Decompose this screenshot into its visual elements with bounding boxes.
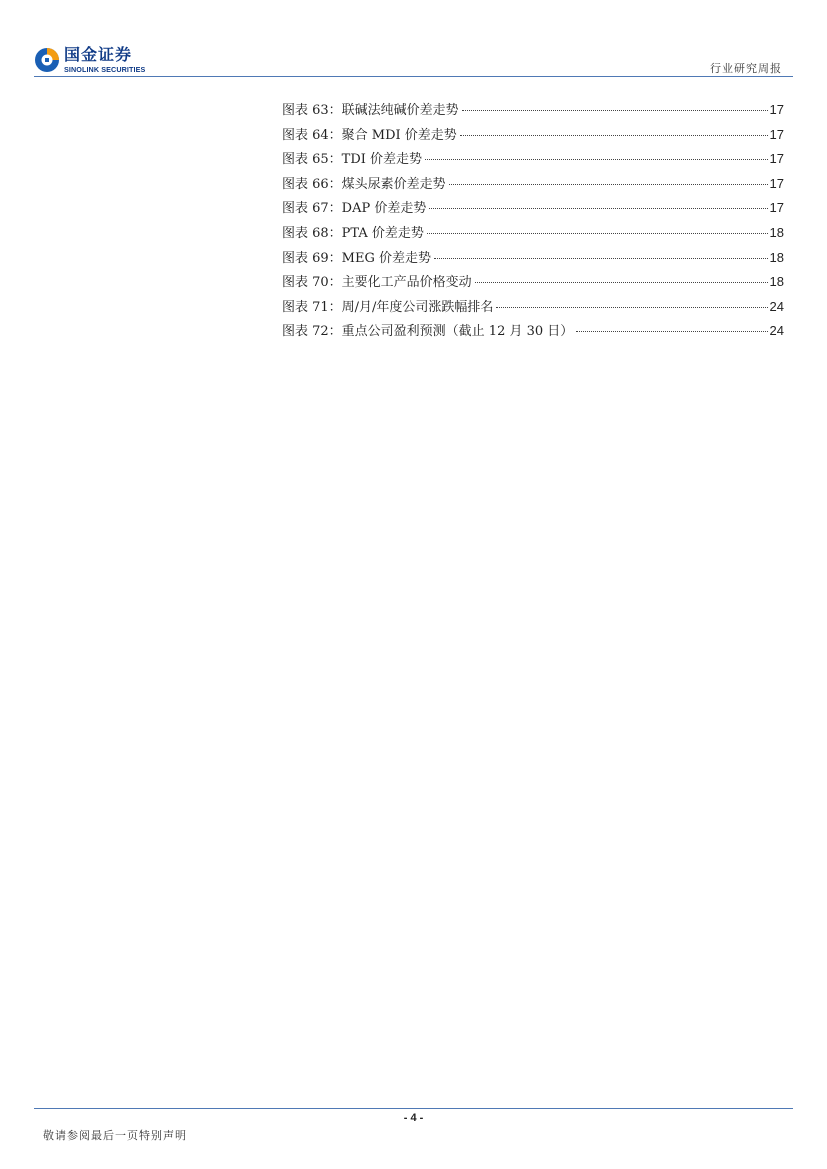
toc-leader-dots [429, 208, 767, 209]
toc-entry-label[interactable]: 图表 63：联碱法纯碱价差走势 [282, 103, 459, 118]
toc-entry[interactable] [282, 320, 784, 345]
toc-entry-label[interactable]: 图表 70：主要化工产品价格变动 [282, 275, 472, 291]
table-of-figures [282, 99, 784, 345]
toc-entry-page[interactable]: 24 [769, 323, 784, 339]
toc-entry[interactable] [282, 99, 784, 124]
toc-entry[interactable] [282, 124, 784, 149]
sinolink-logo-icon [34, 47, 60, 73]
page-header [0, 0, 827, 80]
toc-entry-label[interactable]: 图表 66：煤头尿素价差走势 [282, 176, 446, 192]
toc-entry-page[interactable]: 17 [769, 151, 784, 167]
page-number: - 4 - [403, 1112, 424, 1124]
logo-chinese-name: 国金证券 [64, 47, 145, 63]
toc-entry[interactable] [282, 296, 784, 321]
footer-disclaimer: 敬请参阅最后一页特别声明 [43, 1129, 187, 1142]
toc-entry-page[interactable]: 17 [769, 175, 784, 191]
company-logo [34, 47, 145, 77]
toc-entry[interactable] [282, 173, 784, 198]
header-divider [34, 76, 793, 77]
toc-entry-label[interactable]: 图表 64：聚合 MDI 价差走势 [282, 127, 457, 143]
toc-leader-dots [425, 159, 767, 160]
toc-entry-page[interactable]: 18 [769, 274, 784, 290]
report-type: 行业研究周报 [710, 62, 782, 75]
toc-leader-dots [462, 110, 768, 111]
toc-leader-dots [449, 184, 768, 185]
toc-leader-dots [475, 282, 768, 283]
toc-entry-label[interactable]: 图表 67：DAP 价差走势 [282, 201, 427, 217]
footer-divider [34, 1108, 793, 1109]
toc-entry-page[interactable]: 17 [769, 102, 784, 117]
toc-leader-dots [576, 331, 767, 332]
toc-entry-page[interactable]: 18 [769, 224, 784, 240]
toc-entry-label[interactable]: 图表 72：重点公司盈利预测（截止 12 月 30 日） [282, 324, 574, 340]
logo-english-name: SINOLINK SECURITIES [64, 65, 146, 74]
toc-entry-label[interactable]: 图表 69：MEG 价差走势 [282, 250, 431, 266]
toc-entry-page[interactable]: 17 [769, 126, 784, 142]
toc-leader-dots [460, 135, 768, 136]
toc-entry[interactable] [282, 271, 784, 296]
toc-entry-page[interactable]: 24 [769, 298, 784, 314]
toc-entry-label[interactable]: 图表 65：TDI 价差走势 [282, 152, 423, 168]
toc-leader-dots [427, 233, 768, 234]
toc-entry-page[interactable]: 17 [769, 200, 784, 216]
toc-entry-page[interactable]: 18 [769, 249, 784, 265]
toc-entry[interactable] [282, 148, 784, 173]
toc-entry[interactable] [282, 197, 784, 222]
toc-leader-dots [434, 258, 768, 259]
toc-leader-dots [496, 307, 767, 308]
toc-entry-label[interactable]: 图表 71：周/月/年度公司涨跌幅排名 [282, 299, 494, 315]
toc-entry-label[interactable]: 图表 68：PTA 价差走势 [282, 225, 424, 241]
toc-entry[interactable] [282, 222, 784, 247]
toc-entry[interactable] [282, 247, 784, 272]
